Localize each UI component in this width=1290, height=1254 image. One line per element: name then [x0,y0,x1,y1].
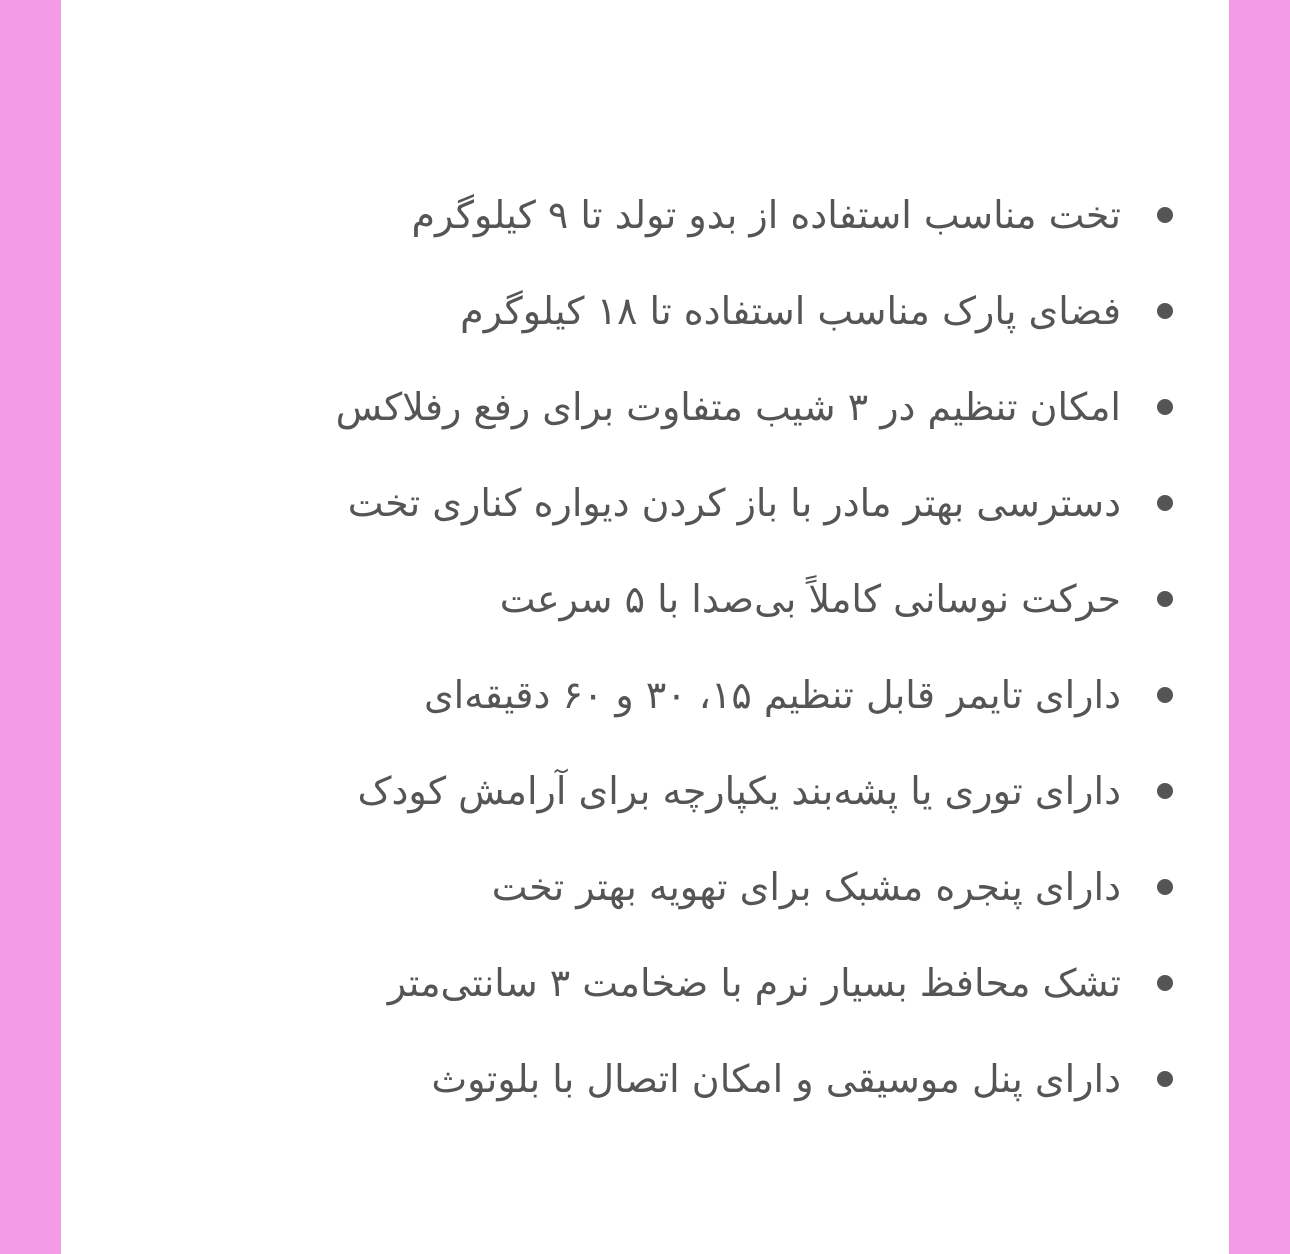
bullet-icon [1157,1071,1173,1087]
feature-item [61,359,1229,455]
feature-item [61,263,1229,359]
feature-text: فضای پارک مناسب استفاده تا ۱۸ کیلوگرم [460,289,1121,333]
feature-item [61,1031,1229,1127]
feature-text: امکان تنظیم در ۳ شیب متفاوت برای رفع رفلاکس [335,385,1121,429]
feature-text: تخت مناسب استفاده از بدو تولد تا ۹ کیلوگرم [411,193,1121,237]
feature-item [61,935,1229,1031]
feature-list [61,167,1229,1127]
bullet-icon [1157,783,1173,799]
feature-text: دارای توری یا پشه‌بند یکپارچه برای آرامش کودک [357,769,1121,813]
feature-text: حرکت نوسانی کاملاً بی‌صدا با ۵ سرعت [499,577,1121,621]
feature-item [61,455,1229,551]
feature-text: دسترسی بهتر مادر با باز کردن دیواره کناری تخت [347,481,1121,525]
feature-text: دارای تایمر قابل تنظیم ۱۵، ۳۰ و ۶۰ دقیقه‌ای [423,673,1121,717]
bullet-icon [1157,207,1173,223]
feature-text: تشک محافظ بسیار نرم با ضخامت ۳ سانتی‌متر [387,961,1121,1005]
bullet-icon [1157,879,1173,895]
feature-text: دارای پنل موسیقی و امکان اتصال با بلوتوث [431,1057,1121,1101]
bullet-icon [1157,975,1173,991]
bullet-icon [1157,303,1173,319]
feature-item [61,743,1229,839]
bullet-icon [1157,399,1173,415]
feature-item [61,167,1229,263]
bullet-icon [1157,495,1173,511]
content-page [61,0,1229,1254]
bullet-icon [1157,591,1173,607]
bullet-icon [1157,687,1173,703]
feature-text: دارای پنجره مشبک برای تهویه بهتر تخت [491,865,1121,909]
feature-item [61,839,1229,935]
feature-item [61,647,1229,743]
feature-item [61,551,1229,647]
